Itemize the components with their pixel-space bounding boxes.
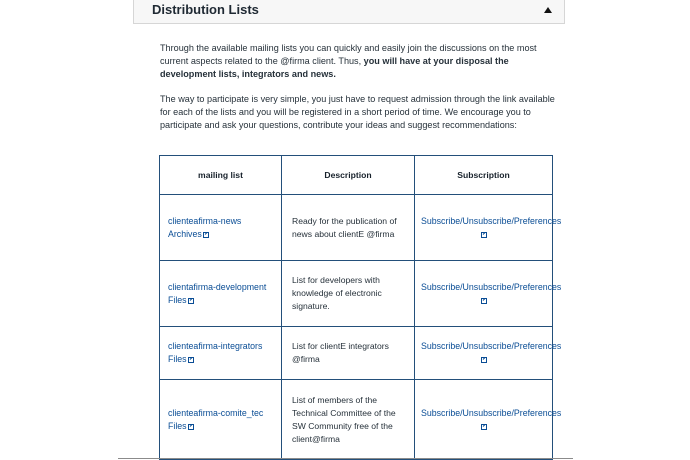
distribution-lists-table [159, 155, 562, 460]
intro-paragraph-1-text: Through the available mailing lists you can quickly and easily join the discussions on the most current aspects related to the @firma client. Thus, [160, 43, 537, 67]
distribution-lists-panel-header[interactable] [133, 0, 565, 24]
description-cell: Ready for the publication of news about clientE @firma [282, 195, 415, 261]
clienteafirma-news-archives-link[interactable] [168, 216, 241, 239]
mailing-list-link-text: clienteafirma-comite_tec Files [168, 407, 264, 431]
chevron-up-icon[interactable] [541, 5, 555, 17]
subscription-cell [415, 380, 562, 460]
intro-paragraph-2: The way to participate is very simple, you just have to request admission through the link available for each of the lists and you will be registered in a short period of time. We encourage you to participate and ask your questions, contribute your ideas and suggest recommendations: [160, 94, 555, 131]
subscription-link-text: Subscribe/Unsubscribe/Preferences [421, 407, 562, 418]
external-link-icon [203, 232, 209, 238]
mailing-list-cell [160, 261, 282, 327]
mailing-list-cell [160, 380, 282, 460]
external-link-icon [481, 232, 487, 238]
intro-paragraph-1 [160, 42, 558, 81]
external-link-icon [188, 357, 194, 363]
table-row [160, 261, 553, 327]
mailing-list-cell [160, 327, 282, 380]
subscription-cell [415, 327, 562, 380]
external-link-icon [188, 424, 194, 430]
description-header: Description [282, 156, 415, 195]
description-cell: List of members of the Technical Committee of the SW Community free of the client@firma [282, 380, 415, 460]
subscription-link-text: Subscribe/Unsubscribe/Preferences [421, 215, 562, 226]
description-cell: List for clientE integrators @firma [282, 327, 415, 380]
intro-paragraph-1-bold: you will have at your disposal the development lists, integrators and news. [160, 56, 509, 80]
table-header-row [160, 156, 553, 195]
external-link-icon [481, 357, 487, 363]
subscription-cell [415, 261, 562, 327]
table-row [160, 380, 553, 460]
clienteafirma-comite-tec-files-link[interactable] [168, 408, 263, 431]
mailing-list-link-text: clientafirma-development Files [168, 281, 267, 305]
subscription-link-text: Subscribe/Unsubscribe/Preferences [421, 341, 562, 351]
clientafirma-development-files-link[interactable] [168, 282, 266, 305]
mailing-list-link-text: clienteafirma-integrators Files [168, 341, 263, 364]
external-link-icon [481, 298, 487, 304]
table-row [160, 327, 553, 380]
bottom-divider [118, 458, 573, 459]
subscribe-unsubscribe-preferences-link[interactable] [421, 341, 561, 364]
subscription-header: Subscription [415, 156, 553, 195]
mailing-list-link-text: clienteafirma-news Archives [168, 215, 242, 239]
external-link-icon [481, 424, 487, 430]
mailing-list-cell [160, 195, 282, 261]
table-row [160, 195, 553, 261]
mailing-list-header: mailing list [160, 156, 282, 195]
subscription-cell [415, 195, 562, 261]
clienteafirma-integrators-files-link[interactable] [168, 341, 262, 364]
external-link-icon [188, 298, 194, 304]
subscription-link-text: Subscribe/Unsubscribe/Preferences [421, 281, 562, 292]
subscribe-unsubscribe-preferences-link[interactable] [421, 408, 561, 431]
panel-title: Distribution Lists [152, 2, 259, 17]
subscribe-unsubscribe-preferences-link[interactable] [421, 216, 561, 239]
description-cell: List for developers with knowledge of electronic signature. [282, 261, 415, 327]
subscribe-unsubscribe-preferences-link[interactable] [421, 282, 561, 305]
